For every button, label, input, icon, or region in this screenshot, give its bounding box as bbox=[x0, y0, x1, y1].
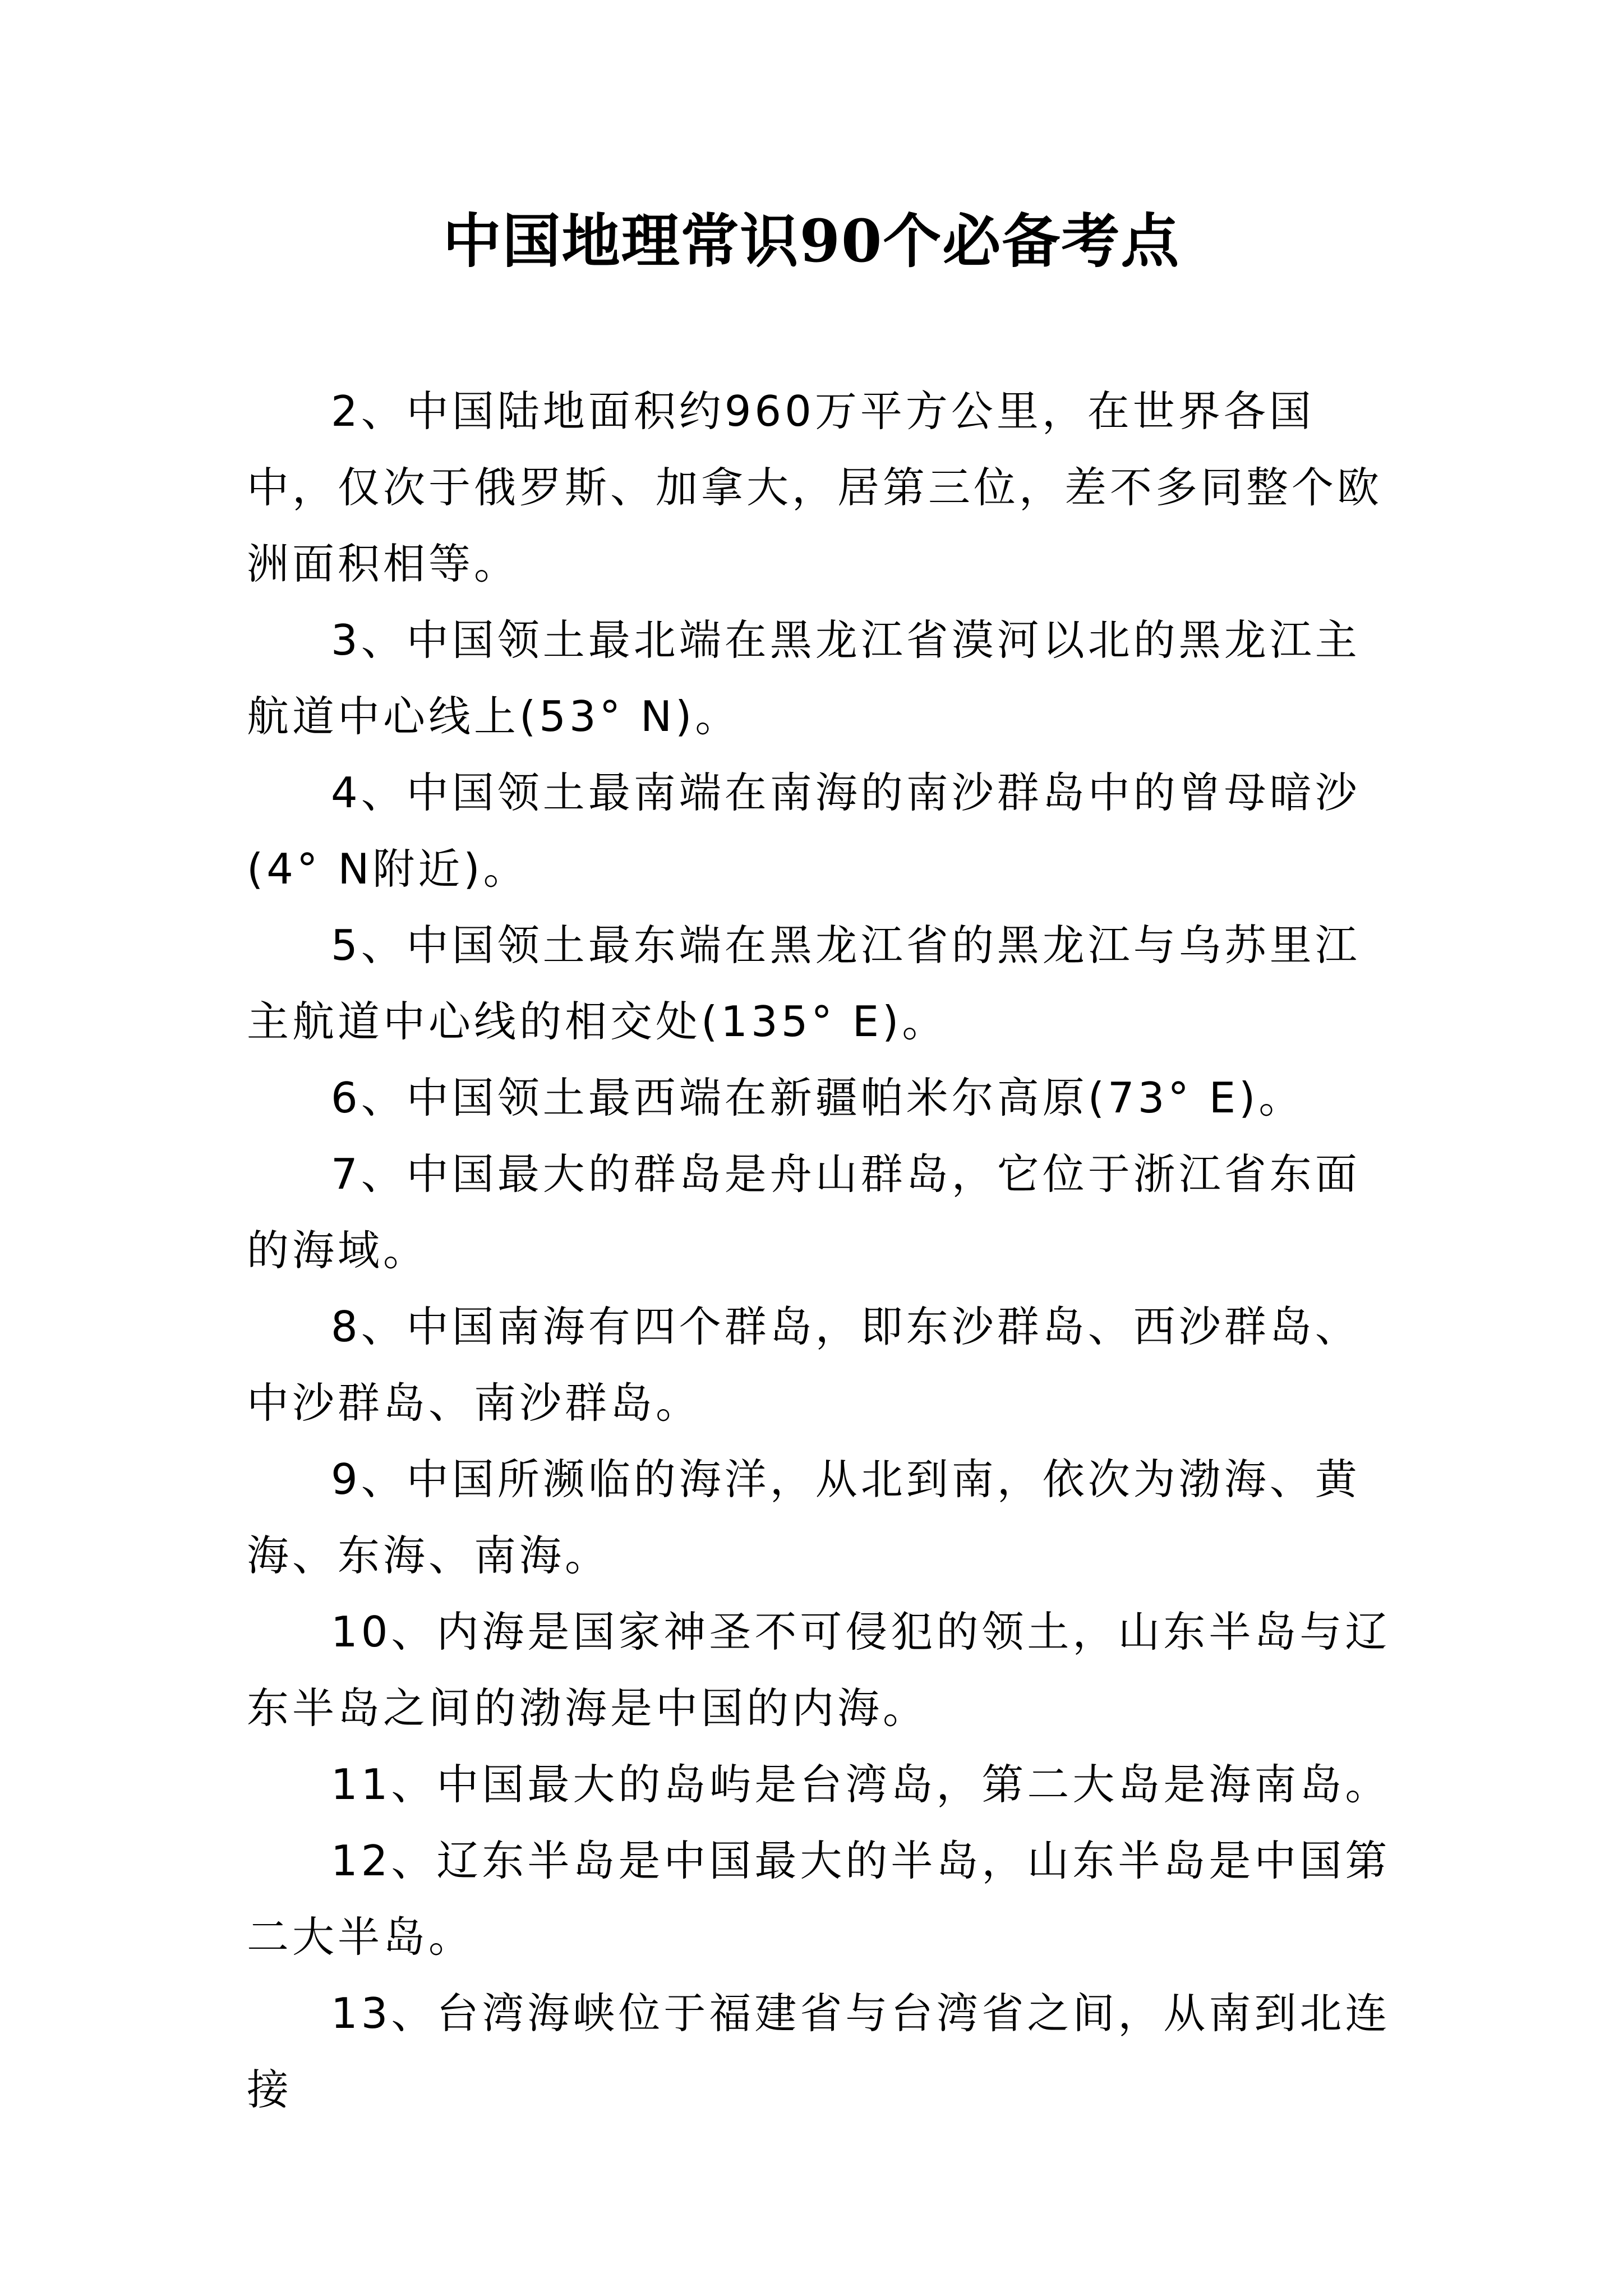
document-title: 中国地理常识90个必备考点 bbox=[442, 206, 1181, 275]
paragraph-point-9: 9、中国所濒临的海洋，从北到南，依次为渤海、黄海、东海、南海。 bbox=[247, 1455, 1361, 1580]
paragraph-point-6: 6、中国领土最西端在新疆帕米尔高原(73° E)。 bbox=[331, 1073, 1304, 1122]
paragraph-point-3: 3、中国领土最北端在黑龙江省漠河以北的黑龙江主航道中心线上(53° N)。 bbox=[247, 615, 1361, 741]
paragraph-point-7: 7、中国最大的群岛是舟山群岛，它位于浙江省东面的海域。 bbox=[247, 1149, 1361, 1275]
paragraph-point-10: 10、内海是国家神圣不可侵犯的领土，山东半岛与辽东半岛之间的渤海是中国的内海。 bbox=[247, 1607, 1391, 1733]
paragraph-point-4: 4、中国领土最南端在南海的南沙群岛中的曾母暗沙(4° N附近)。 bbox=[247, 768, 1361, 894]
paragraph-point-11: 11、中国最大的岛屿是台湾岛，第二大岛是海南岛。 bbox=[331, 1760, 1391, 1809]
paragraph-point-12: 12、辽东半岛是中国最大的半岛，山东半岛是中国第二大半岛。 bbox=[247, 1836, 1391, 1962]
paragraph-point-8: 8、中国南海有四个群岛，即东沙群岛、西沙群岛、中沙群岛、南沙群岛。 bbox=[247, 1302, 1361, 1428]
document-body bbox=[247, 373, 1391, 2128]
paragraph-point-2: 2、中国陆地面积约960万平方公里，在世界各国中，仅次于俄罗斯、加拿大，居第三位，差不多同整个欧洲面积相等。 bbox=[247, 386, 1383, 588]
paragraph-point-13: 13、台湾海峡位于福建省与台湾省之间，从南到北连接 bbox=[247, 1989, 1391, 2114]
paragraph-point-5: 5、中国领土最东端在黑龙江省的黑龙江与乌苏里江主航道中心线的相交处(135° E)。 bbox=[247, 921, 1361, 1046]
